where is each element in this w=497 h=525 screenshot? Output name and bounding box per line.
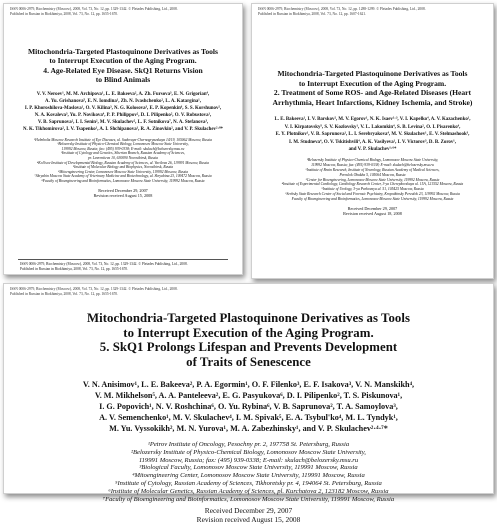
header-line: Published in Russian in Biokhimiya, 2008, Vol. 73, No. 12, pp. 1655-1670. <box>10 291 118 296</box>
author-line: A. Yu. Grishanova⁵, E. N. Iomdina¹, Zh. N. Ivashchenko², L. A. Katargina¹, <box>45 98 201 104</box>
affiliation-line: ⁴Kol'tsov Institute of Developmental Biology, Russian Academy of Sciences, ul. Vavilova 26, 119991 Moscow, Russia <box>37 160 209 165</box>
affiliation-line: ⁵Institute of Urology, 3-ya Parkovaya ul. 51, 105425 Moscow, Russia <box>321 187 424 192</box>
author-line: V. N. Anisimov¹, L. E. Bakeeva², P. A. Egormin¹, O. F. Filenko³, E. F. Isakova³, V. N. Manskikh⁴, <box>82 380 415 389</box>
author-line: N. K. Tikhomirova², I. V. Tsapenko¹, A. I. Shchipanova¹, R. A. Zinovkin², and V. P. Skulachev²·⁸* <box>22 126 223 132</box>
received-date: Received December 29, 2007 <box>204 506 293 516</box>
affiliation-line: ⁶Serbsky State Research Center of Social and Forensic Psychiatry, Kropotkinsky Pereulok 23, 119992 Moscow, Russia <box>285 191 460 196</box>
author-list <box>252 116 493 153</box>
affiliation-line: ²Belozersky Institute of Physico-Chemical Biology, Lomonosov Moscow State University, <box>131 448 366 456</box>
author-line: M. Yu. Vyssokikh², M. N. Yurova¹, M. A. Zabezhinsky¹, and V. P. Skulachev²·⁴·⁷* <box>109 424 388 433</box>
revision-date: Revision received August 18, 2008 <box>343 210 402 216</box>
title-line: of Traits of Senescence <box>186 354 311 369</box>
article-page-eye-disease <box>3 3 243 275</box>
affiliation-line: ³Institute of Cytology and Genetics, Siberian Branch, Russian Academy of Sciences, <box>61 151 185 156</box>
affiliation-line: ⁷Faculty of Bioengineering and Bioinformatics, Lomonosov Moscow State University, 119991 Moscow, Russia <box>102 495 395 503</box>
author-line: V. B. Saprunova², I. I. Senin², M. V. Skulachev², L. F. Sotnikova⁷, N. A. Stefanova³, <box>37 119 209 125</box>
title-line: Mitochondria-Targeted Plastoquinone Derivatives as Tools <box>87 311 410 325</box>
article-title <box>4 47 242 85</box>
title-line: 2. Treatment of Some ROS- and Age-Related Diseases (Heart <box>273 88 472 98</box>
affiliation-line: ⁵Institute of Cytology, Russian Academy of Sciences, Tikhoretsky pr. 4, 194064 St. Petersburg, Russia <box>115 479 382 487</box>
journal-header <box>4 4 242 19</box>
received-dates <box>252 206 493 216</box>
issn-footer <box>20 262 188 271</box>
title-line: 5. SkQ1 Prolongs Lifespan and Prevents Development <box>99 340 398 354</box>
author-list <box>4 91 242 133</box>
author-line: and V. P. Skulachev¹·⁶* <box>348 147 397 152</box>
received-date: Received December 29, 2007 <box>98 187 148 193</box>
affiliation-line: ⁴Mitoengineering Center, Lomonosov Moscow State University, 119991 Moscow, Russia <box>132 472 365 480</box>
author-line: I. P. Khoroshilova-Maslova¹, O. V. Kilina³, N. G. Kolosova³, E. P. Kopenkin⁶, S. S. Korshunov², <box>24 105 222 111</box>
article-title <box>4 311 493 369</box>
header-line: ISSN 0006-2979, Biochemistry (Moscow), 2008, Vol. 73, No. 12, pp. 1329-1342. © Pleiades Publishing, Ltd., 2008. <box>10 7 178 11</box>
footer-rule <box>18 259 228 260</box>
affiliation-line: ⁵Institute of Molecular Biology and Biophysics, Novosibirsk, Russia <box>72 165 174 170</box>
issn-line: Published in Russian in Biokhimiya, 2008, Vol. 73, No. 12, pp. 1655-1670. <box>20 266 128 271</box>
author-line: I. G. Popovich¹, N. V. Roshchina⁶, O. Yu. Rybina⁶, V. B. Saprunova², T. A. Samoylova³, <box>99 402 398 411</box>
author-line: A. V. Semenchenko¹, M. V. Skulachev⁴, I. M. Spivak⁵, E. A. Tsybul'ko⁴, M. L. Tyndyk¹, <box>99 413 398 422</box>
author-line: L. E. Bakeeva¹, I. V. Barskov², M. V. Egorov¹, N. K. Isaev¹·³, V. I. Kapelko⁴, A. V. Kazachenko¹, <box>274 117 471 123</box>
author-line: V. V. Neroev¹, M. M. Archipova¹, L. E. Bakeeva², A. Zh. Fursova³, E. N. Grigorian⁴, <box>36 91 210 97</box>
affiliation-line: 119992 Moscow, Russia; fax: (495) 939-0338; E-mail: skulach@belozersky.msu.ru <box>311 163 434 168</box>
article-page-ros-diseases <box>251 3 494 279</box>
affiliation-list <box>4 441 493 503</box>
author-list <box>4 379 493 434</box>
header-line: Published in Russian in Biokhimiya, 2008, Vol. 73, No. 12, pp. 1655-1670. <box>10 11 118 16</box>
affiliation-line: Pereulok Obukha 5, 105064 Moscow, Russia <box>339 172 406 177</box>
title-line: Mitochondria-Targeted Plastoquinone Derivatives as Tools <box>28 47 218 56</box>
affiliation-line: ³Center for Bioengineering, Lomonosov Moscow State University, 119992 Moscow, Russia <box>305 177 440 182</box>
author-line: E. Y. Plotnikov¹, V. B. Saprunova¹, L. I. Serebryakova⁴, M. V. Skulachev¹, E. V. Stelmashook³, <box>275 132 470 138</box>
author-line: N. A. Kovaleva³, Yu. P. Novikova⁴, P. P. Philippov², D. I. Pilipenko², O. V. Robustova¹, <box>34 112 212 118</box>
title-line: Mitochondria-Targeted Plastoquinone Derivatives as Tools <box>277 69 468 78</box>
affiliation-line: ¹Helmholtz Moscow Research Institute of Eye Diseases, ul. Sadovaya-Chernogryazskaya 14/19, 105062 Moscow, Russia <box>34 137 212 142</box>
author-line: V. I. Kirpatovsky⁵, S. V. Kozlovsky¹, V. L. Lakomkin⁴, S. B. Levina², O. I. Pisarenko⁴, <box>284 124 461 130</box>
title-line: to Blind Animals <box>95 75 151 85</box>
journal-header <box>4 284 493 299</box>
affiliation-line: ⁶Mitoengineering Center, Lomonosov Moscow State University, 119992 Moscow, Russia <box>57 169 189 174</box>
revision-date: Revision received August 15, 2008 <box>196 515 301 525</box>
author-line: V. M. Mikhelson⁵, A. A. Panteleeva², E. G. Pasyukova⁶, D. I. Pilipenko², T. S. Piskunova¹, <box>94 391 403 400</box>
affiliation-line: 119992 Moscow, Russia; fax: (495) 939-0338; E-mail: skulach@belozersky.msu.ru <box>61 146 185 151</box>
title-line: Arrhythmia, Heart Infarctions, Kidney Ischemia, and Stroke) <box>272 97 473 107</box>
affiliation-line: ³Biological Faculty, Lomonosov Moscow State University, 119991 Moscow, Russia <box>139 464 358 472</box>
header-line: Published in Russian in Biokhimiya, 2008, Vol. 73, No. 12, pp. 1607-1621. <box>258 11 366 16</box>
header-line: ISSN 0006-2979, Biochemistry (Moscow), 2008, Vol. 73, No. 12, pp. 1329-1342. © Pleiades Publishing, Ltd., 2008. <box>10 287 178 291</box>
affiliation-list <box>252 158 493 201</box>
affiliation-line: ⁶Institute of Molecular Genetics, Russian Academy of Sciences, pl. Kurchatova 2, 123182 Moscow, Russia <box>108 487 389 495</box>
author-line: I. M. Studneva⁴, O. V. Tskitishvili⁴, A. K. Vasilyeva¹, I. V. Victorov³, D. B. Zorov¹, <box>289 139 456 145</box>
affiliation-line: ¹Belozersky Institute of Physico-Chemical Biology, Lomonosov Moscow State University, <box>306 158 439 163</box>
article-page-lifespan <box>3 283 494 525</box>
journal-header <box>252 4 493 19</box>
received-dates <box>4 507 493 525</box>
title-line: 4. Age-Related Eye Disease. SkQ1 Returns Vision <box>43 65 203 75</box>
received-dates <box>4 188 242 198</box>
affiliation-line: ²Institute of Brain Research, Institute of Neurology, Russian Academy of Medical Sciences, <box>305 168 440 172</box>
title-line: to Interrupt Execution of the Aging Program. <box>123 325 374 340</box>
affiliation-line: Faculty of Bioengineering and Bioinformatics, Lomonosov Moscow State University, 119992 Moscow, Russia <box>291 196 454 201</box>
title-line: to Interrupt Execution of the Aging Program. <box>298 78 447 88</box>
article-title <box>252 69 493 107</box>
affiliation-line: ⁸Faculty of Bioengineering and Bioinformatics, Lomonosov Moscow State University, 119992 Moscow, Russia <box>41 178 205 183</box>
affiliation-line: 119991 Moscow, Russia; fax: (495) 939-0338; E-mail: skulach@belozersky.msu.ru <box>138 456 359 464</box>
affiliation-line: ⁷Skryabin Moscow State Academy of Veterinary Medicine and Biotechnology, ul. Skryabina 23, 109472 Moscow, Russia <box>34 174 212 179</box>
affiliation-line: pr. Lavrentieva 10, 630090 Novosibirsk, Russia <box>88 156 158 160</box>
affiliation-line: ¹Petrov Institute of Oncology, Pesochny pr. 2, 197758 St. Petersburg, Russia <box>147 441 350 448</box>
issn-line: ISSN 0006-2979, Biochemistry (Moscow), 2008, Vol. 73, No. 12, pp. 1329-1342. © Pleiades Publishing, Ltd., 2008. <box>20 262 188 267</box>
affiliation-line: ²Belozersky Institute of Physico-Chemical Biology, Lomonosov Moscow State University, <box>57 142 189 147</box>
affiliation-line: ⁴Institute of Experimental Cardiology, Cardiology Research Center, 3-ya Cherepkovskaya ul. 15A, 121552 Moscow, Russia <box>281 182 464 187</box>
header-line: ISSN 0006-2979, Biochemistry (Moscow), 2008, Vol. 73, No. 12, pp. 1288-1299. © Pleiades Publishing, Ltd., 2008. <box>258 7 426 11</box>
revision-date: Revision received August 15, 2008 <box>93 192 153 198</box>
title-line: to Interrupt Execution of the Aging Program. <box>49 56 197 66</box>
received-date: Received December 29, 2007 <box>347 205 398 211</box>
affiliation-list <box>4 138 242 184</box>
